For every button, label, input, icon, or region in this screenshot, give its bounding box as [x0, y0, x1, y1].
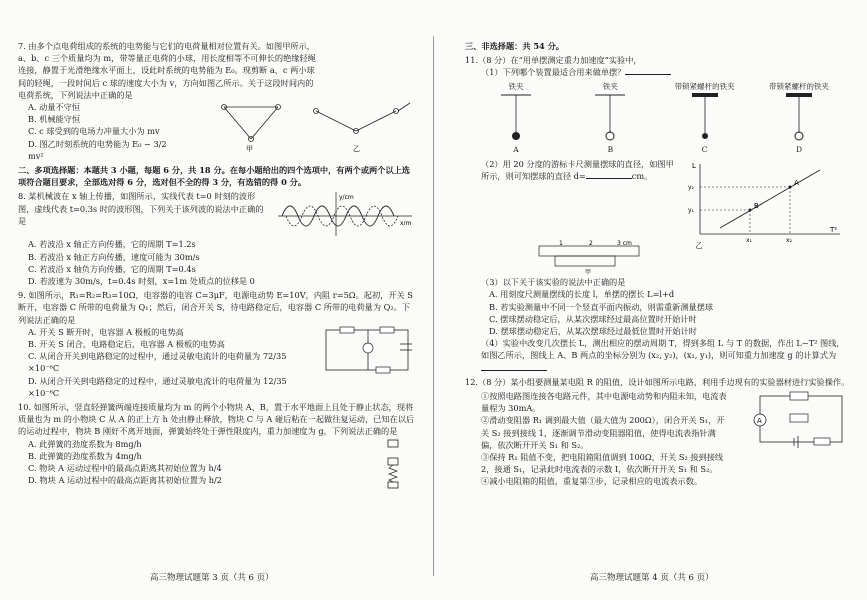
question-9 — [18, 289, 416, 399]
q12-circuit-figure — [750, 390, 850, 450]
pendulum-b-icon — [575, 93, 645, 141]
device-d — [764, 81, 834, 157]
q7-fig-label-yi: 乙 — [353, 145, 360, 154]
left-page — [18, 40, 416, 572]
q11-part3: （3）以下关于该实验的说法中正确的是 — [481, 277, 626, 288]
q9-option-d: D. 从闭合开关到电路稳定的过程中，通过灵敏电流计的电荷量为 12/35 ×10⁻⁶C — [28, 375, 287, 398]
q7-figure — [216, 101, 416, 153]
device-d-letter: D — [795, 145, 802, 155]
pendulum-c-icon — [670, 93, 740, 141]
device-b — [575, 81, 645, 157]
device-b-letter: B — [607, 145, 614, 155]
q7-option-b: B. 机械能守恒 — [28, 114, 81, 125]
graph-y-label: L — [692, 162, 696, 171]
q7-option-d: D. 图乙时刻系统的电势能为 E₀ − 3/2 mv² — [28, 138, 167, 161]
graph-tick-y2: y₂ — [688, 184, 694, 192]
section-2-title: 二、多项选择题：本题共 3 小题，每题 6 分，共 18 分。在每小题给出的四个选项中，有两个或两个以上选项符合题目要求，全部选对得 6 分，选对但不全的得 3 分，有选错的得 0 分。 — [18, 165, 410, 188]
device-a-top: 铁夹 — [508, 81, 524, 91]
section-3-title: 三、非选择题：共 54 分。 — [465, 41, 564, 51]
q8-x-axis-label: x/m — [400, 220, 412, 228]
q10-stem: 10. 如图所示，竖直轻弹簧两端连接质量均为 m 的两个小物块 A、B，置于水平地面上且处于静止状态，现将质量也为 m 的小物块 C 从 A 的正上方 h 处由静止释放，物块 C 与 A 碰后粘在一起做往复运动，已知在以后的运动过程中，物块 B 刚好不离开地面，弹簧始终处于弹性限度内，重力加速度为 g，下列说法正确的是 — [18, 402, 415, 437]
q8-stem: 8. 某机械波在 x 轴上传播，如图所示，实线代表 t=0 时刻的波形图，虚线代表 t=0.3s 时的波形图，下列关于该列波的说法中正确的是 — [18, 191, 264, 226]
q11-part1: （1）下列哪个装置最适合用来做单摆？ — [481, 67, 626, 78]
device-a — [481, 81, 551, 157]
q12-step-3: ③保持 R₁ 阻值不变，把电阻箱阻值调到 100Ω，开关 S₂ 接到接线 2，接通 S₁，记录此时电流表的示数 I，依次断开开关 S₁ 和 S₂。 — [481, 452, 724, 475]
q12-step-4: ④减小电阻箱的阻值，重复第③步，记录相应的电流表示数。 — [481, 476, 703, 487]
q9-circuit-figure — [316, 326, 416, 376]
q9-stem: 9. 如图所示，R₁=R₂=R₃=10Ω，电容器的电容 C=3μF，电源电动势 E=10V，内阻 r=5Ω。起初，开关 S 断开，电容器 C 所带的电荷量为 Q₁；然后，闭合开关 S，待电路稳定后，电容器 C 所带的电荷量为 Q₂。下列说法正确的是 — [18, 290, 413, 325]
q8-option-a: A. 若波沿 x 轴正方向传播，它的周期 T=1.2s — [28, 239, 196, 250]
q8-y-axis-label: y/cm — [339, 194, 354, 202]
pendulum-a-icon — [481, 93, 551, 141]
q10-option-d: D. 物块 A 运动过程中的最高点距离其初始位置为 h/2 — [28, 475, 223, 486]
q11-graph-figure — [680, 158, 850, 245]
q11-part4: （4）实验中改变几次摆长 L，测出相应的摆动周期 T，得到多组 L 与 T 的数据，作出 L−T² 图线，如图乙所示，图线上 A、B 两点的坐标分别为 (x₂, y₂)，(x₁, y₁)，则可知重力加速度 g 的计算式为 — [481, 338, 845, 361]
q12-stem: 12.（8 分）某小组要测量某电阻 R 的阻值，设计如图所示电路，利用手边现有的实验器材进行实验操作。 — [465, 376, 850, 387]
caliper-num-1: 1 — [559, 240, 563, 248]
graph-tick-x1: x₁ — [746, 237, 752, 245]
graph-point-b: B — [754, 202, 759, 211]
q8-wave-figure — [276, 190, 416, 238]
q10-option-b: B. 此弹簧的劲度系数为 4mg/h — [28, 450, 142, 461]
q8-option-d: D. 若波速为 30m/s，t=0.4s 时刻，x=1m 处质点的位移是 0 — [28, 276, 255, 287]
device-c-top: 带锁紧螺杆的铁夹 — [674, 81, 735, 91]
q11-stem: 11.（8 分）在“用单摆测定重力加速度”实验中， — [465, 55, 642, 66]
q7-option-a: A. 动量不守恒 — [28, 102, 81, 113]
device-b-top: 铁夹 — [602, 81, 618, 91]
q9-option-b: B. 开关 S 闭合，电路稳定后，电容器 A 极板的电势高 — [28, 339, 225, 350]
right-page — [465, 40, 850, 572]
caliper-num-2: 2 — [589, 240, 593, 248]
pendulum-d-icon — [764, 93, 834, 141]
left-page-footer: 高三物理试题第 3 页（共 6 页） — [150, 573, 274, 583]
q10-spring-figure — [376, 438, 416, 490]
graph-caption: 乙 — [695, 241, 703, 251]
caliper-num-3: 3 cm — [617, 240, 632, 248]
q11-part3-option-b: B. 若实验测量中不同一个竖直平面内振动，则需重新测量摆球 — [489, 301, 714, 312]
graph-tick-y1: y₁ — [688, 207, 694, 215]
q8-option-b: B. 若波沿 x 轴正方向传播，速度可能为 30m/s — [28, 251, 200, 262]
graph-x-label: T² — [830, 226, 838, 235]
q11-part4-answer-blank[interactable] — [481, 362, 547, 371]
device-c-letter: C — [701, 145, 708, 155]
device-d-top: 带锁紧螺杆的铁夹 — [768, 81, 829, 91]
question-8 — [18, 190, 416, 287]
q11-part2-unit: cm。 — [631, 171, 653, 182]
q11-part3-option-a: A. 用刻度尺测量摆线的长度 l，单摆的摆长 L=l+d — [489, 289, 675, 300]
question-10 — [18, 401, 416, 490]
ammeter-icon: A — [757, 417, 762, 426]
q12-step-1: ①按照电路图连接各电路元件，其中电源电动势和内阻未知，电流表量程为 30mA。 — [481, 391, 727, 414]
q10-option-a: A. 此弹簧的劲度系数为 8mg/h — [28, 438, 142, 449]
page-divider — [433, 36, 434, 576]
graph-tick-x2: x₂ — [786, 237, 792, 245]
q10-option-c: C. 物块 A 运动过程中的最高点距离其初始位置为 h/4 — [28, 463, 222, 474]
q11-caliper-figure — [535, 240, 645, 276]
device-a-letter: A — [513, 145, 519, 155]
q9-option-c: C. 从闭合开关到电路稳定的过程中，通过灵敏电流计的电荷量为 72/35 ×10⁻⁶C — [28, 351, 287, 374]
q11-devices — [465, 79, 850, 159]
question-7 — [18, 40, 416, 162]
q8-option-c: C. 若波沿 x 轴负方向传播，它的周期 T=0.4s — [28, 263, 196, 274]
q12-step-2: ②滑动变阻器 R₁ 调到最大值（最大值为 200Ω），闭合开关 S₁，开关 S₂ 接到接线 1，逐渐调节滑动变阻器阻值，使得电流表指针满偏，依次断开开关 S₁ 和 S₂。 — [481, 415, 725, 450]
device-c — [670, 81, 740, 157]
q9-option-a: A. 开关 S 断开时，电容器 A 极板的电势高 — [28, 326, 184, 337]
caliper-caption: 甲 — [585, 269, 592, 277]
q11-part2: （2）用 20 分度的游标卡尺测量摆球的直径，如图甲所示，则可知摆球的直径 d= — [481, 159, 674, 182]
graph-point-a: A — [794, 179, 799, 188]
q7-stem: 7. 由多个点电荷组成的系统的电势能与它们的电荷量相对位置有关。如图甲所示，a、b、c 三个质量均为 m，带等量正电荷的小球，用长度相等不可伸长的绝缘轻绳连接，静置于光滑绝缘水平面上，设此时系统的电势能为 E₀。现剪断 a、c 两小球间的轻绳，一段时间后 c 球的速度大小为 v，方向如图乙所示。关于这段时间内的电荷系统，下列说法中正确的是 — [18, 41, 316, 100]
q7-fig-label-jia: 甲 — [246, 145, 253, 154]
q11-part3-option-d: D. 摆球摆动稳定后，从某次摆球经过最低位置时开始计时 — [489, 326, 697, 337]
q11-part1-answer-blank[interactable] — [625, 66, 671, 75]
q7-option-c: C. c 球受到的电场力冲量大小为 mv — [28, 126, 160, 137]
q11-part3-option-c: C. 摆球摆动稳定后，从某次摆球经过最高位置时开始计时 — [489, 313, 697, 324]
right-page-footer: 高三物理试题第 4 页（共 6 页） — [590, 573, 714, 583]
q11-part2-answer-blank[interactable] — [586, 170, 632, 179]
